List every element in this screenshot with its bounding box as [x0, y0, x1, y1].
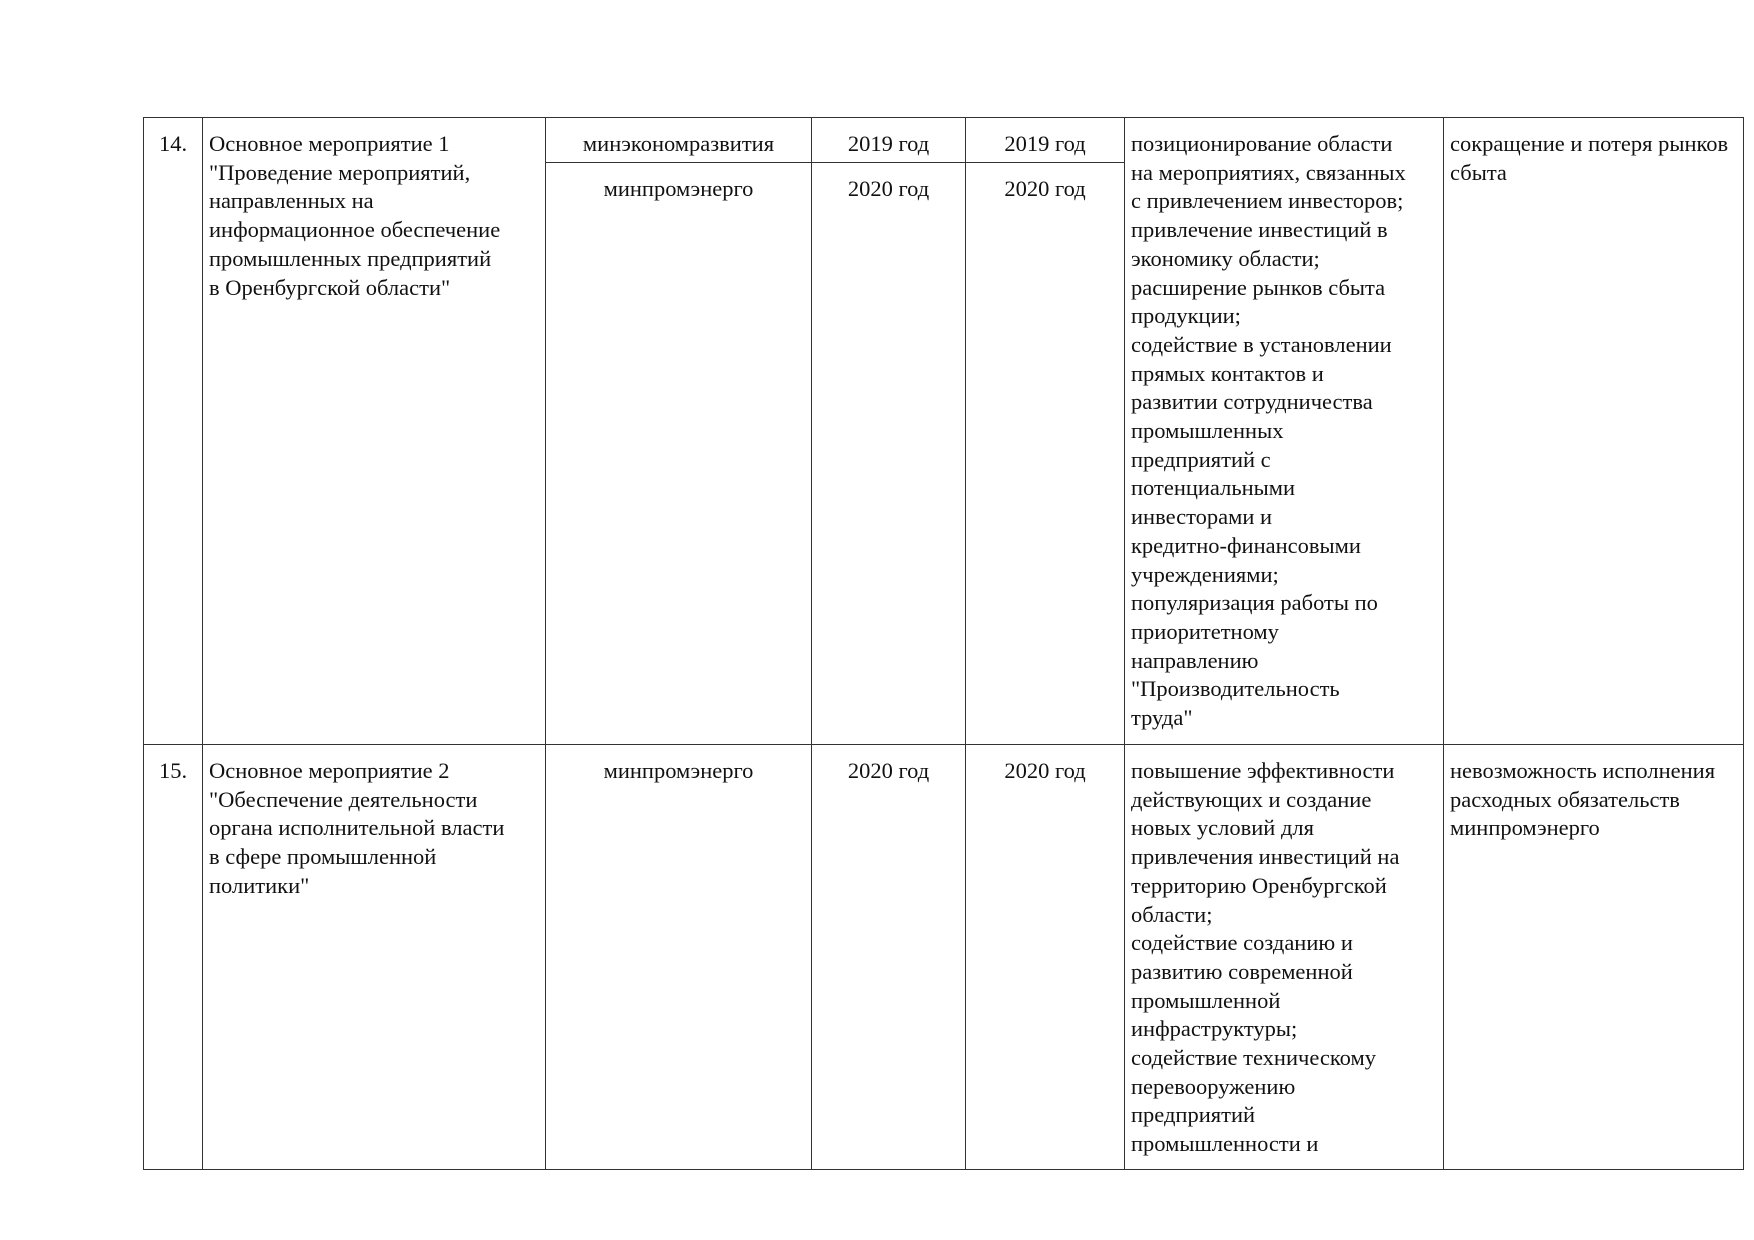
text-line: минпромэнерго: [1450, 815, 1600, 841]
start-year-cell: [812, 118, 966, 745]
table-row: [144, 118, 1744, 745]
text-line: невозможность исполнения: [1450, 758, 1716, 783]
text-line: популяризация работы по: [1131, 590, 1378, 616]
text-line: учреждениями;: [1131, 561, 1279, 587]
activity-name: [203, 118, 546, 745]
end-year: 2020 год: [966, 745, 1125, 1170]
text-line: прямых контактов и: [1131, 360, 1324, 386]
consequences: [1444, 745, 1744, 1170]
text-line: повышение эффективности: [1131, 758, 1395, 783]
end-year: 2020 год: [1004, 176, 1086, 201]
expected-result: [1125, 118, 1444, 745]
row-number: 14.: [144, 118, 203, 745]
text-line: действующих и создание: [1131, 786, 1372, 812]
text-line: политики": [209, 872, 310, 898]
text-line: содействие в установлении: [1131, 331, 1392, 357]
text-line: кредитно-финансовыми: [1131, 532, 1361, 558]
text-line: содействие техническому: [1131, 1045, 1376, 1071]
text-line: расходных обязательств: [1450, 786, 1680, 812]
text-line: области;: [1131, 901, 1213, 927]
text-line: Основное мероприятие 1: [209, 131, 450, 156]
expected-result: [1125, 745, 1444, 1170]
text-line: сокращение и потеря рынков: [1450, 131, 1729, 156]
executor: минэкономразвития: [546, 118, 811, 163]
text-line: труда": [1131, 705, 1193, 731]
text-line: содействие созданию и: [1131, 930, 1353, 956]
text-line: позиционирование области: [1131, 131, 1393, 156]
text-line: инфраструктуры;: [1131, 1016, 1298, 1042]
text-line: развитию современной: [1131, 958, 1353, 984]
text-line: "Обеспечение деятельности: [209, 786, 478, 812]
text-line: в Оренбургской области": [209, 274, 451, 300]
start-year: 2020 год: [812, 745, 966, 1170]
text-line: органа исполнительной власти: [209, 815, 505, 841]
text-line: привлечение инвестиций в: [1131, 217, 1388, 243]
text-line: Основное мероприятие 2: [209, 758, 450, 783]
start-year: 2020 год: [847, 176, 930, 201]
consequences: [1444, 118, 1744, 745]
activity-name: [203, 745, 546, 1170]
text-line: сбыта: [1450, 159, 1507, 185]
text-line: в сфере промышленной: [209, 844, 437, 870]
start-year: 2019 год: [812, 118, 965, 163]
text-line: продукции;: [1131, 303, 1241, 329]
text-line: "Проведение мероприятий,: [209, 159, 471, 185]
text-line: привлечения инвестиций на: [1131, 844, 1400, 870]
text-line: промышленных предприятий: [209, 245, 492, 271]
row-number: 15.: [144, 745, 203, 1170]
text-line: потенциальными: [1131, 475, 1296, 501]
text-line: экономику области;: [1131, 245, 1320, 271]
text-line: на мероприятиях, связанных: [1131, 159, 1406, 185]
text-line: развитии сотрудничества: [1131, 389, 1373, 415]
end-year: 2019 год: [966, 118, 1124, 163]
text-line: с привлечением инвесторов;: [1131, 188, 1404, 214]
text-line: промышленности и: [1131, 1131, 1319, 1157]
end-year-cell: [966, 118, 1125, 745]
text-line: территорию Оренбургской: [1131, 872, 1387, 898]
text-line: промышленной: [1131, 987, 1281, 1013]
text-line: предприятий с: [1131, 446, 1271, 472]
text-line: направленных на: [209, 188, 374, 214]
text-line: предприятий: [1131, 1102, 1256, 1128]
text-line: приоритетному: [1131, 618, 1279, 644]
text-line: перевооружению: [1131, 1073, 1296, 1099]
executor-cell: [546, 118, 812, 745]
table-row: [144, 745, 1744, 1170]
text-line: инвесторами и: [1131, 504, 1273, 530]
executor: минпромэнерго: [603, 176, 754, 201]
program-activities-table: [143, 117, 1744, 1170]
text-line: новых условий для: [1131, 815, 1314, 841]
text-line: "Производительность: [1131, 676, 1340, 702]
text-line: направлению: [1131, 647, 1259, 673]
text-line: расширение рынков сбыта: [1131, 274, 1386, 300]
executor: минпромэнерго: [546, 745, 812, 1170]
text-line: промышленных: [1131, 418, 1284, 444]
text-line: информационное обеспечение: [209, 217, 501, 243]
